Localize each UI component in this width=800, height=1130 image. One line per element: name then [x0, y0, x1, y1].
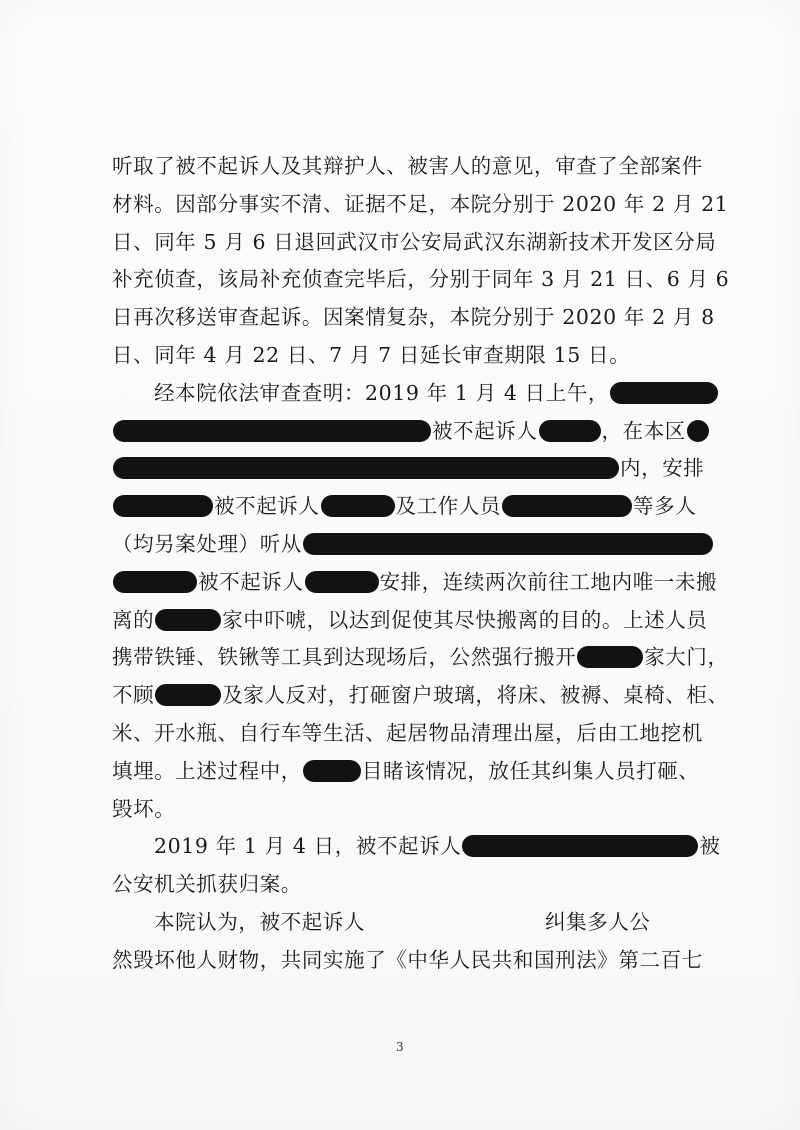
text-line: 然毁坏他人财物，共同实施了《中华人民共和国刑法》第二百七	[112, 947, 703, 972]
text-segment: 内，安排	[620, 456, 705, 481]
redaction-mark	[113, 457, 619, 479]
text-segment: 被不起诉人	[214, 494, 320, 519]
redaction-mark	[577, 646, 643, 668]
text-segment: 目睹该情况，放任其纠集人员打砸、	[361, 758, 700, 783]
text-line: 材料。因部分事实不清、证据不足，本院分别于 2020 年 2 月 21	[112, 191, 729, 216]
redaction-mark	[687, 420, 709, 442]
text-segment: 离的	[112, 607, 155, 632]
text-line: 补充侦查，该局补充侦查完毕后，分别于同年 3 月 21 日、6 月 6	[112, 267, 730, 292]
redaction-mark	[113, 571, 197, 593]
redaction-mark	[303, 533, 713, 555]
text-line	[112, 753, 712, 791]
text-line: 公安机关抓获归案。	[112, 872, 302, 897]
text-line	[112, 375, 712, 413]
text-line: 听取了被不起诉人及其辩护人、被害人的意见，审查了全部案件	[112, 154, 703, 178]
paragraph-3	[112, 828, 721, 904]
text-segment: 本院认为，被不起诉人	[154, 909, 365, 934]
paragraph-4	[112, 904, 712, 980]
text-segment: ，在本区	[601, 418, 686, 443]
text-line	[112, 639, 729, 677]
text-line: 米、开水瓶、自行车等生活、起居物品清理出屋，后由工地挖机	[112, 720, 703, 745]
text-line	[112, 450, 712, 488]
text-line: 日再次移送审查起诉。因案情复杂，本院分别于 2020 年 2 月 8	[112, 305, 715, 330]
text-segment: 2019 年 1 月 4 日，被不起诉人	[154, 834, 462, 859]
redaction-mark	[155, 609, 221, 631]
redaction-mark	[113, 495, 213, 517]
redaction-mark	[113, 420, 431, 442]
text-line: 日、同年 5 月 6 日退回武汉市公安局武汉东湖新技术开发区分局	[112, 229, 717, 254]
text-segment: 携带铁锤、铁锹等工具到达现场后，公然强行搬开	[112, 645, 577, 670]
text-segment: 家中吓唬，以达到促使其尽快搬离的目的。上述人员	[222, 607, 708, 632]
text-segment: 及家人反对，打砸窗户玻璃，将床、被褥、桌椅、柜、	[222, 683, 729, 708]
text-segment: 被	[699, 834, 721, 859]
text-line	[112, 904, 712, 942]
text-line: 毁坏。	[112, 796, 176, 821]
redaction-mark	[305, 571, 379, 593]
text-line	[112, 828, 721, 866]
redaction-mark	[155, 684, 221, 706]
text-segment: 纠集多人公	[545, 909, 651, 934]
text-segment: 被不起诉人	[198, 569, 304, 594]
redaction-mark	[610, 382, 718, 404]
document-body	[112, 148, 730, 980]
paragraph-2	[112, 375, 729, 829]
text-segment: 安排，连续两次前往工地内唯一未搬	[379, 569, 718, 594]
text-segment: 填埋。上述过程中，	[112, 758, 302, 783]
redaction-mark	[321, 495, 395, 517]
text-line: 日、同年 4 月 22 日、7 月 7 日延长审查期限 15 日。	[112, 342, 631, 367]
text-segment: （均另案处理）听从	[112, 531, 302, 556]
text-segment: 家大门，	[644, 645, 729, 670]
page-number: 3	[396, 1040, 404, 1054]
redaction-mark	[539, 420, 601, 442]
text-line	[112, 526, 712, 564]
text-line	[112, 677, 729, 715]
text-line	[112, 413, 712, 451]
text-segment: 经本院依法审查查明：2019 年 1 月 4 日上午，	[154, 380, 610, 405]
text-segment: 及工作人员	[395, 494, 501, 519]
redaction-mark	[303, 760, 361, 782]
text-line	[112, 602, 712, 640]
text-segment: 等多人	[633, 494, 697, 519]
redaction-mark	[502, 495, 632, 517]
redaction-mark	[462, 835, 698, 857]
text-line	[112, 564, 718, 602]
text-segment: 不顾	[112, 683, 155, 708]
paragraph-1	[112, 148, 730, 375]
text-line	[112, 488, 712, 526]
text-segment: 被不起诉人	[432, 418, 538, 443]
